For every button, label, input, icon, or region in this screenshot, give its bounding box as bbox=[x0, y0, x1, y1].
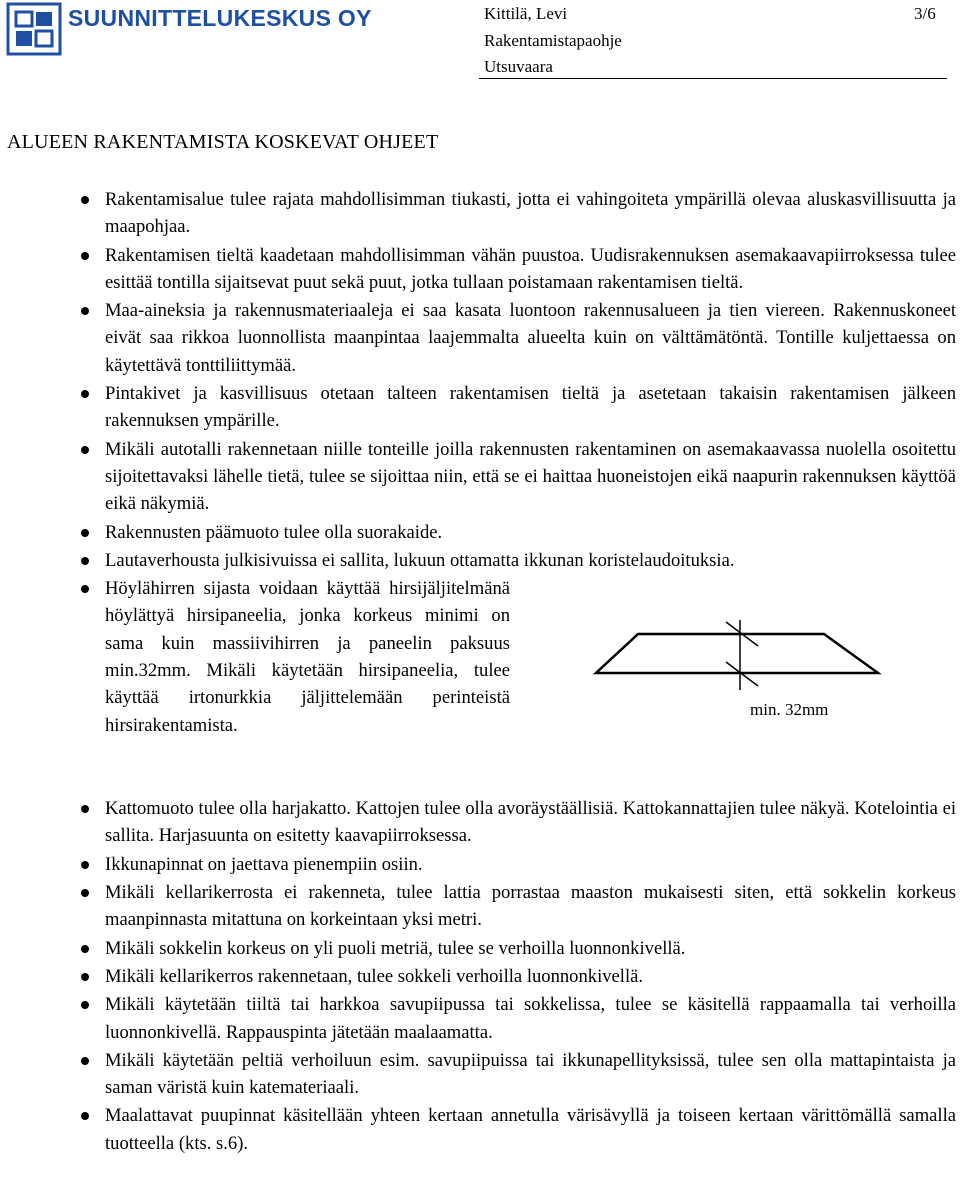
bullet-icon bbox=[81, 1057, 89, 1065]
bullet-icon bbox=[81, 1001, 89, 1009]
header-divider bbox=[479, 78, 947, 79]
bullet-icon bbox=[81, 196, 89, 204]
bullet-icon bbox=[81, 557, 89, 565]
panel-profile-shape bbox=[596, 634, 878, 673]
bullet-icon bbox=[81, 1112, 89, 1120]
bullet-icon bbox=[81, 805, 89, 813]
bullet-icon bbox=[81, 889, 89, 897]
author-name: Kittilä, Levi bbox=[484, 4, 568, 23]
bullet-icon bbox=[81, 973, 89, 981]
bullet-icon bbox=[81, 307, 89, 315]
panel-profile-diagram bbox=[588, 610, 888, 700]
bullet-icon bbox=[81, 446, 89, 454]
list-item: Kattomuoto tulee olla harjakatto. Kattojen tulee olla avoräystäällisiä. Kattokannattajien tulee näkyä. Kotelointia ei sallita. Harjasuunta on esitetty kaavapiirroksessa. bbox=[0, 795, 960, 850]
thickness-label: min. 32mm bbox=[750, 700, 829, 719]
list-item: Rakennusten päämuoto tulee olla suorakaide. bbox=[0, 519, 960, 546]
section-title: ALUEEN RAKENTAMISTA KOSKEVAT OHJEET bbox=[7, 131, 439, 153]
bullet-icon bbox=[81, 529, 89, 537]
list-item: Mikäli autotalli rakennetaan niille tonteille joilla rakennusten rakentaminen on asemakaavassa nuolella osoitettu sijoitettavaksi lähelle tietä, tulee se sijoittaa niin, että se ei haittaa huoneistojen eikä naapurin rakennuksen käyttöä eikä näkymiä. bbox=[0, 436, 960, 518]
location-name: Utsuvaara bbox=[484, 57, 553, 76]
bullet-icon bbox=[81, 945, 89, 953]
logo-mark-icon bbox=[6, 2, 62, 56]
document-title: Rakentamistapaohje bbox=[484, 31, 622, 50]
page-number: 3/6 bbox=[914, 4, 936, 23]
list-item: Höylähirren sijasta voidaan käyttää hirsijäljitelmänä höylättyä hirsipaneelia, jonka korkeus minimi on sama kuin massiivihirren ja paneelin paksuus min.32mm. Mikäli käytetään hirsipaneelia, tulee käyttää irtonurkkia jäljittelemään perinteistä hirsirakentamista. bbox=[0, 575, 960, 794]
list-item: Ikkunapinnat on jaettava pienempiin osiin. bbox=[0, 851, 960, 878]
list-item: Mikäli kellarikerrosta ei rakenneta, tulee lattia porrastaa maaston mukaisesti siten, että sokkelin korkeus maanpinnasta mitattuna on korkeintaan yksi metri. bbox=[0, 879, 960, 934]
company-logo bbox=[6, 2, 372, 56]
bullet-icon bbox=[81, 252, 89, 260]
list-item: Lautaverhousta julkisivuissa ei sallita, lukuun ottamatta ikkunan koristelaudoituksia. bbox=[0, 547, 960, 574]
logo-text: SUUNNITTELUKESKUS OY bbox=[68, 5, 372, 31]
bullet-icon bbox=[81, 861, 89, 869]
bullet-icon bbox=[81, 585, 89, 593]
list-item: Mikäli kellarikerros rakennetaan, tulee sokkeli verhoilla luonnonkivellä. bbox=[0, 963, 960, 990]
list-item: Mikäli käytetään peltiä verhoiluun esim. savupiipuissa tai ikkunapellityksissä, tulee sen olla mattapintaista ja saman väristä kuin katemateriaali. bbox=[0, 1047, 960, 1102]
list-item: Maalattavat puupinnat käsitellään yhteen kertaan annetulla värisävyllä ja toiseen kertaan värittömällä samalla tuotteella (kts. s.6). bbox=[0, 1102, 960, 1157]
page-header bbox=[0, 0, 960, 82]
list-item: Rakentamisen tieltä kaadetaan mahdollisimman vähän puustoa. Uudisrakennuksen asemakaavapiirroksessa tulee esittää tontilla sijaitsevat puut sekä puut, jotka tullaan poistamaan rakentamisen tieltä. bbox=[0, 242, 960, 297]
list-item: Maa-aineksia ja rakennusmateriaaleja ei saa kasata luontoon rakennusalueen ja tien viereen. Rakennuskoneet eivät saa rikkoa luonnollista maanpintaa laajemmalta alueelta kuin on välttämätöntä. Tontille kuljettaessa on käytettävä tonttiliittymää. bbox=[0, 297, 960, 379]
list-item: Mikäli käytetään tiiltä tai harkkoa savupiipussa tai sokkelissa, tulee se käsitellä rappaamalla tai verhoilla luonnonkivellä. Rappauspinta jätetään maalaamatta. bbox=[0, 991, 960, 1046]
list-item: Pintakivet ja kasvillisuus otetaan talteen rakentamisen tieltä ja asetetaan takaisin rakentamisen jälkeen rakennuksen ympärille. bbox=[0, 380, 960, 435]
list-item: Rakentamisalue tulee rajata mahdollisimman tiukasti, jotta ei vahingoiteta ympärillä olevaa aluskasvillisuutta ja maapohjaa. bbox=[0, 186, 960, 241]
list-item: Mikäli sokkelin korkeus on yli puoli metriä, tulee se verhoilla luonnonkivellä. bbox=[0, 935, 960, 962]
bullet-icon bbox=[81, 390, 89, 398]
